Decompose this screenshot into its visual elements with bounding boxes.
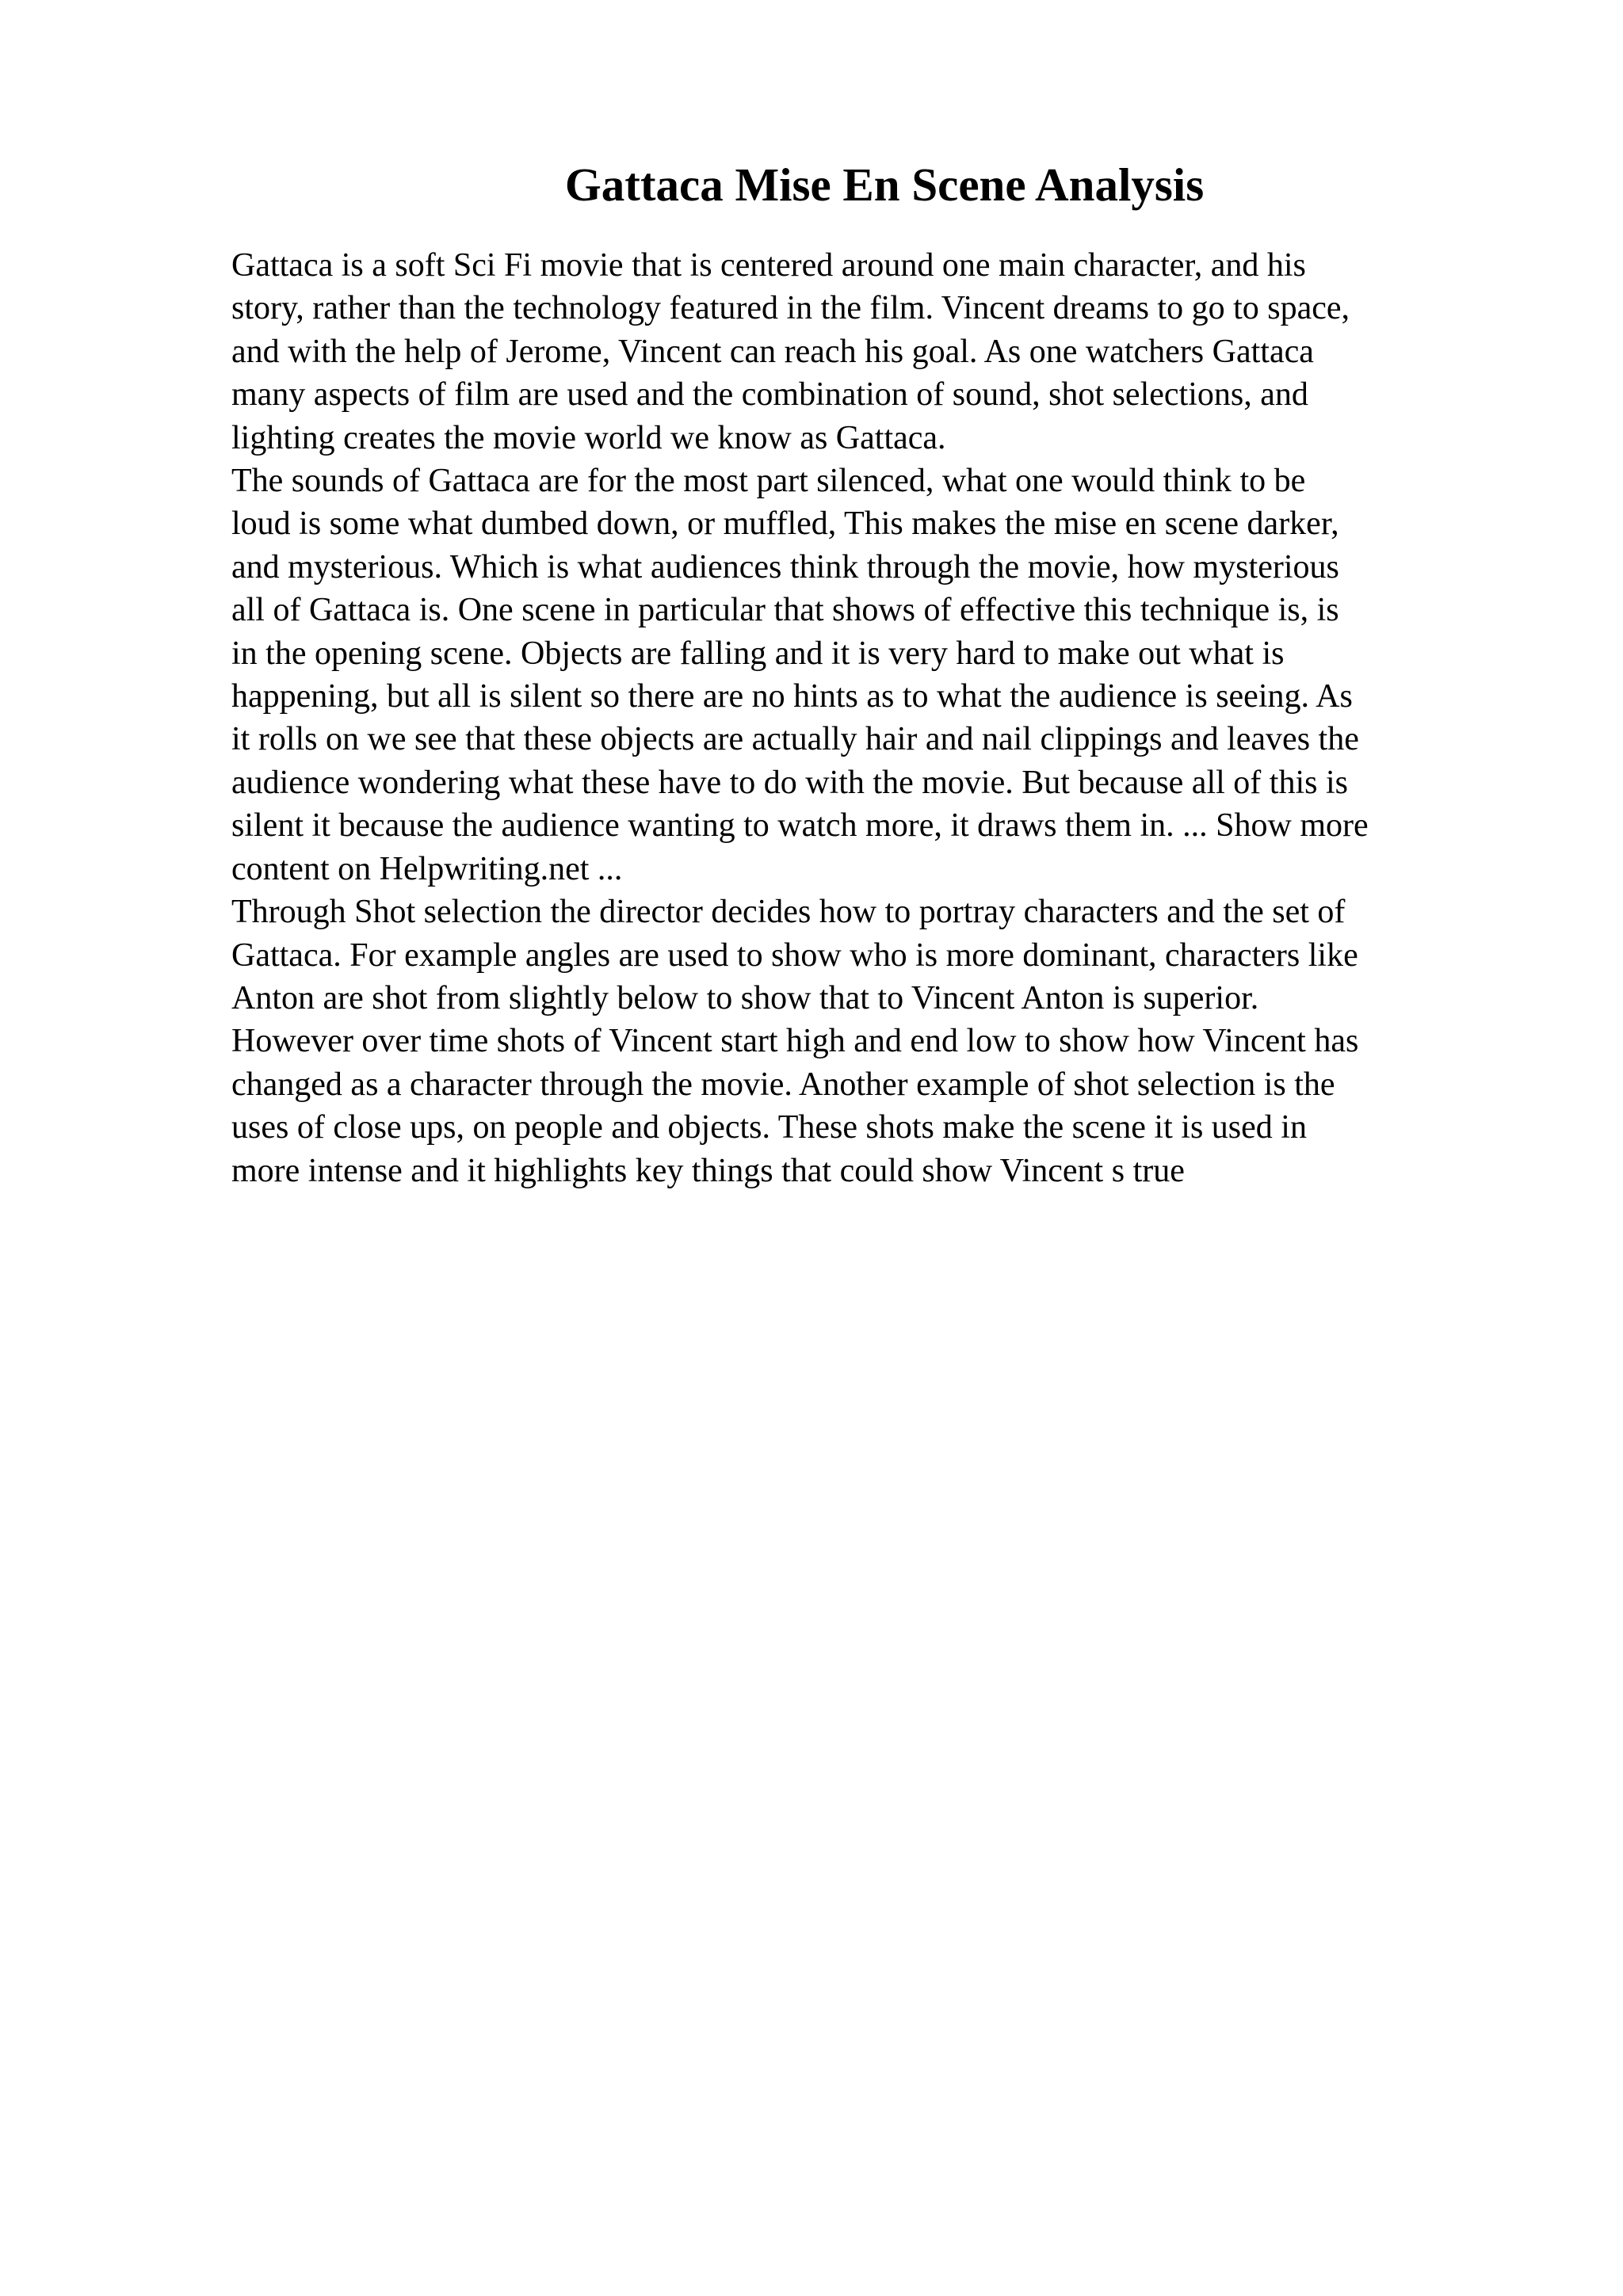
paragraph-sound: The sounds of Gattaca are for the most part silenced, what one would think to be loud is some what dumbed down, or muffled, This makes the mise en scene darker, and mysterious. Which is what audiences think through the movie, how mysterious all of Gattaca is. One scene in particular that shows of effective this technique is, is in the opening scene. Objects are falling and it is very hard to make out what is happening, but all is silent so there are no hints as to what the audience is seeing. As it rolls on we see that these objects are actually hair and nail clippings and leaves the audience wondering what these have to do with the movie. But because all of this is silent it because the audience wanting to watch more, it draws them in. ... Show more content on Helpwriting.net ... bbox=[231, 463, 1369, 887]
document-title: Gattaca Mise En Scene Analysis bbox=[564, 158, 1205, 211]
paragraph-shot-selection: Through Shot selection the director decides how to portray characters and the set of Gattaca. For example angles are used to show who is more dominant, characters like Anton are shot from slightly below to show that to Vincent Anton is superior. However over time shots of Vincent start high and end low to show how Vincent has changed as a character through the movie. Another example of shot selection is the uses of close ups, on people and objects. These shots make the scene it is used in more intense and it highlights key things that could show Vincent s true bbox=[231, 894, 1359, 1189]
paragraph-intro: Gattaca is a soft Sci Fi movie that is centered around one main character, and his story, rather than the technology featured in the film. Vincent dreams to go to space, and with the help of Jerome, Vincent can reach his goal. As one watchers Gattaca many aspects of film are used and the combination of sound, shot selections, and lighting creates the movie world we know as Gattaca. bbox=[231, 247, 1350, 456]
document-body bbox=[231, 244, 1499, 1192]
